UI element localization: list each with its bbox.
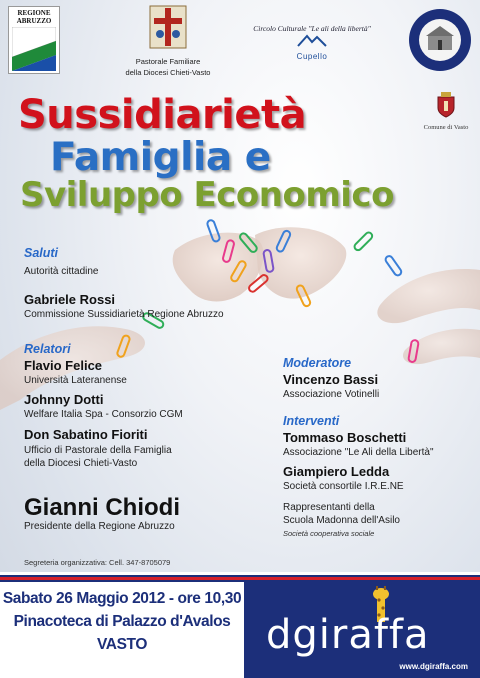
event-date-time: Sabato 26 Maggio 2012 - ore 10,30 [2,590,242,607]
relatore-role: Università Lateranense [24,375,127,386]
moderatore-role: Associazione Votinelli [283,389,380,400]
associazione-culturale-logo [408,8,472,72]
interventi-heading: Interventi [283,414,340,428]
relatore-name: Don Sabatino Fioriti [24,427,148,442]
regione-logo-text: REGIONE ABRUZZO [16,9,52,25]
brand-name: dgiraffa [266,612,430,658]
intervento-name: Giampiero Ledda [283,464,390,479]
comune-vasto-logo [421,92,471,134]
segreteria-contact: Segreteria organizzativa: Cell. 347-8705079 [24,558,171,567]
saluti-heading: Saluti [24,246,59,260]
vasto-crest-icon [436,92,456,118]
comune-text: Comune di Vasto [423,124,469,131]
title-line-1: Sussidiarietà [18,92,307,138]
circolo-title: Circolo Culturale "Le ali della libertà" [253,24,371,33]
regione-emblem-icon [12,27,56,71]
circolo-culturale-logo [242,10,382,80]
relatore-name: Flavio Felice [24,358,103,373]
mountain-icon [297,33,327,47]
relatore-name: Johnny Dotti [24,392,104,407]
intervento-name: Tommaso Boschetti [283,430,407,445]
footer [0,582,480,678]
brand-url[interactable]: www.dgiraffa.com [399,662,468,671]
circolo-place: Cupello [296,52,328,61]
event-venue: Pinacoteca di Palazzo d'Avalos [13,613,231,630]
rappresentanti-line1: Rappresentanti della [283,502,375,513]
pastorale-line2: della Diocesi Chieti-Vasto [125,68,211,77]
saluti-autorita: Autorità cittadine [24,266,99,277]
associazione-seal-icon [408,8,472,72]
relatore-role: Welfare Italia Spa - Consorzio CGM [24,409,183,420]
conclusione-name: Gianni Chiodi [24,494,180,521]
cooperativa-note: Società cooperativa sociale [283,529,375,538]
rappresentanti-line2: Scuola Madonna dell'Asilo [283,515,400,526]
title-line-3: Sviluppo Economico [20,175,394,215]
speaker-name: Gabriele Rossi [24,292,116,307]
pastorale-familiare-logo [108,4,228,84]
intervento-role: Società consortile I.R.E.NE [283,481,404,492]
conclusione-role: Presidente della Regione Abruzzo [24,521,175,532]
relatori-heading: Relatori [24,342,71,356]
regione-abruzzo-logo [8,6,60,74]
moderatore-heading: Moderatore [283,356,352,370]
speaker-role: Commissione Sussidiarietà Regione Abruzzo [24,309,224,320]
family-cross-icon [148,4,188,50]
dgiraffa-brand [252,586,474,674]
footer-stripe [0,572,480,582]
relatore-role: della Diocesi Chieti-Vasto [24,458,138,469]
pastorale-line1: Pastorale Familiare [135,57,201,66]
event-city: VASTO [97,636,147,653]
event-info [0,582,244,678]
relatore-role: Ufficio di Pastorale della Famiglia [24,445,172,456]
intervento-role: Associazione "Le Ali della Libertà" [283,447,434,458]
title-line-2: Famiglia e [50,135,271,180]
moderatore-name: Vincenzo Bassi [283,372,379,387]
